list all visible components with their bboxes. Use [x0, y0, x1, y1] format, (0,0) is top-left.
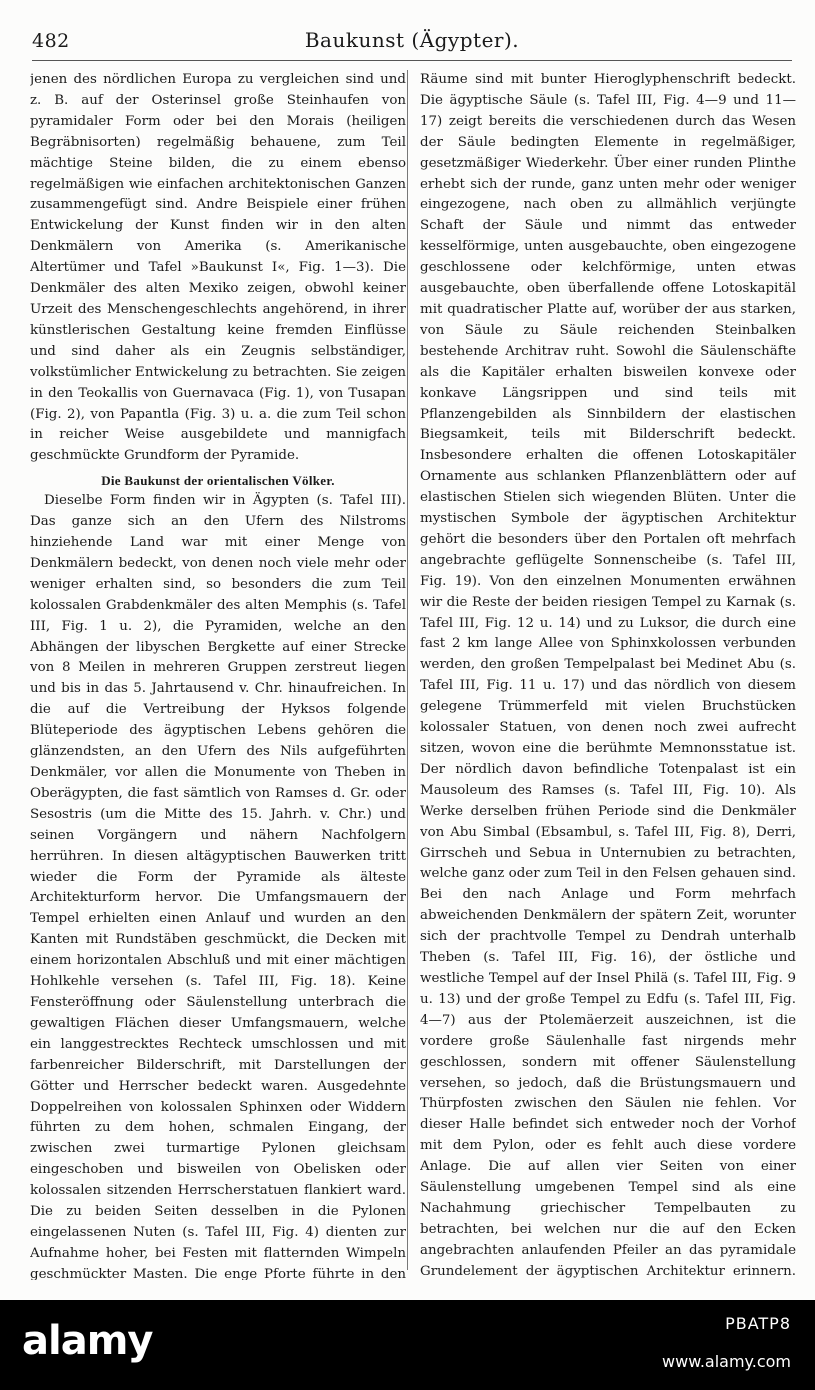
watermark-url: www.alamy.com [662, 1352, 791, 1371]
column-divider [407, 70, 408, 1270]
image-id: PBATP8 [725, 1314, 791, 1333]
right-paragraph-1: Räume sind mit bunter Hieroglyphenschrift bedeckt. Die ägyptische Säule (s. Tafel III, Fig. 4—9 und 11—17) zeigt bereits die verschiedenen durch das Wesen der Säule bedingten Elemente in regelmäßiger, gesetzmäßiger Wiederkehr. Über einer runden Plinthe erhebt sich der runde, ganz unten mehr oder weniger eingezogene, nach oben zu allmählich verjüngte Schaft der Säule und nimmt das entweder kesselförmige, unten ausgebauchte, oben eingezogene geschlossene oder kelchförmige, unten etwas ausgebauchte, oben überfallende offene Lotoskapitäl mit quadratischer Platte auf, worüber der aus starken, von Säule zu Säule reichenden Steinbalken bestehende Architrav ruht. Sowohl die Säulenschäfte als die Kapitäler erhalten bisweilen konvexe oder konkave Längsrippen und sind teils mit Pflanzengebilden als Sinnbildern der elastischen Biegsamkeit, teils mit Bilderschrift bedeckt. Insbesondere erhalten die offenen Lotoskapitäler Ornamente aus schlanken Pflanzenblättern oder auf elastischen Stielen sich wiegenden Blüten. Unter die mystischen Symbole der ägyptischen Architektur gehört die besonders über den Portalen oft mehrfach angebrachte geflügelte Sonnenscheibe (s. Tafel III, Fig. 19). Von den einzelnen Monumenten erwähnen wir die Reste der beiden riesigen Tempel zu Karnak (s. Tafel III, Fig. 12 u. 14) und zu Luksor, die durch eine fast 2 km lange Allee von Sphinxkolossen verbunden werden, den großen Tempelpalast bei Medinet Abu (s. Tafel III, Fig. 11 u. 17) und das nördlich von diesem gelegene Trümmerfeld mit vielen Bruchstücken kolossaler Statuen, von denen noch zwei aufrecht sitzen, wovon eine die berühmte Memnonsstatue ist. Der nördlich davon befindliche Totenpalast ist ein Mausoleum des Ramses (s. Tafel III, Fig. 10). Als Werke derselben frühen Periode sind die Denkmäler von Abu Simbal (Ebsambul, s. Tafel III, Fig. 8), Derri, Girrscheh und Sebua in Unternubien zu betrachten, welche ganz oder zum Teil in den Felsen gehauen sind. Bei den nach Anlage und Form mehrfach abweichenden Denkmälern der spätern Zeit, worunter sich der prachtvolle Tempel zu Dendrah unterhalb Theben (s. Tafel III, Fig. 16), der östliche und westliche Tempel auf der Insel Philä (s. Tafel III, Fig. 9 u. 13) und der große Tempel zu Edfu (s. Tafel III, Fig. 4—7) aus der Ptolemäerzeit auszeichnen, ist die vordere große Säulenhalle fast nirgends mehr geschlossen, sondern mit offener Säulenstellung versehen, so jedoch, daß die Brüstungsmauern und Thürpfosten zwischen den Säulen nie fehlen. Vor dieser Halle befindet sich entweder noch der Vorhof mit dem Pylon, oder es fehlt auch diese vordere Anlage. Die auf allen vier Seiten von einer Säulenstellung umgebenen Tempel sind als eine Nachahmung griechischer Tempelbauten zu betrachten, bei welchen nur die auf den Ecken angebrachten anlaufenden Pfeiler an das pyramidale Grundelement der ägyptischen Architektur erinnern. [420, 72, 796, 1279]
left-paragraph-2: Dieselbe Form finden wir in Ägypten (s. Tafel III). Das ganze sich an den Ufern des Nilstroms hinziehende Land war mit einer Menge von Denkmälern bedeckt, von denen noch viele mehr oder weniger erhalten sind, so besonders die zum Teil kolossalen Grabdenkmäler des alten Memphis (s. Tafel III, Fig. 1 u. 2), die Pyramiden, welche an den Abhängen der libyschen Bergkette auf einer Strecke von 8 Meilen in mehreren Gruppen zerstreut liegen und bis in das 5. Jahrtausend v. Chr. hinaufreichen. In die auf die Vertreibung der Hyksos folgende Blüteperiode des ägyptischen Lebens gehören die glänzendsten, an den Ufern des Nils aufgeführten Denkmäler, vor allen die Monumente von Theben in Oberägypten, die fast sämtlich von Ramses d. Gr. oder Sesostris (um die Mitte des 15. Jahrh. v. Chr.) und seinen Vorgängern und nähern Nachfolgern herrühren. In diesen altägyptischen Bauwerken tritt wieder die Form der Pyramide als älteste Architekturform hervor. Die Umfangsmauern der Tempel erhielten einen Anlauf und wurden an den Kanten mit Rundstäben geschmückt, die Decken mit einem horizontalen Abschluß und mit einer mächtigen Hohlkehle versehen (s. Tafel III, Fig. 18). Keine Fensteröffnung oder Säulenstellung unterbrach die gewaltigen Flächen dieser Umfangsmauern, welche ein langgestrecktes Rechteck umschlossen und mit farbenreicher Bilderschrift, mit Darstellungen der Götter und Herrscher bedeckt waren. Ausgedehnte Doppelreihen von kolossalen Sphinxen oder Widdern führten zu dem hohen, schmalen Eingang, der zwischen zwei turmartige Pylonen gleichsam eingeschoben und bisweilen von Obelisken oder kolossalen sitzenden Herrscherstatuen flankiert ward. Die zu beiden Seiten desselben in die Pylonen eingelassenen Nuten (s. Tafel III, Fig. 4) dienten zur Aufnahme hoher, bei Festen mit flatternden Wimpeln geschmückter Masten. Die enge Pforte führte in den [30, 493, 406, 1280]
page-header [32, 22, 792, 56]
page-number: 482 [32, 30, 70, 52]
section-heading: Die Baukunst der orientalischen Völker. [101, 473, 335, 489]
watermark-bar [0, 1300, 815, 1390]
left-column [30, 70, 406, 1280]
right-column [420, 70, 796, 1280]
alamy-logo [22, 1318, 152, 1364]
left-paragraph-1: jenen des nördlichen Europa zu vergleichen sind und z. B. auf der Osterinsel große Steinhaufen von pyramidaler Form oder bei den Morais (heiligen Begräbnisorten) regelmäßig behauene, zum Teil mächtige Steine bilden, die zu einem ebenso regelmäßigen wie einfachen architektonischen Ganzen zusammengefügt sind. Andre Beispiele einer frühen Entwickelung der Kunst finden wir in den alten Denkmälern von Amerika (s. Amerikanische Altertümer und Tafel »Baukunst I«, Fig. 1—3). Die Denkmäler des alten Mexiko zeigen, obwohl keiner Urzeit des Menschengeschlechts angehörend, in ihrer künstlerischen Gestaltung keine fremden Einflüsse und sind daher als ein Zeugnis selbständiger, volkstümlicher Entwickelung zu betrachten. Sie zeigen in den Teokallis von Guernavaca (Fig. 1), von Tusapan (Fig. 2), von Papantla (Fig. 3) u. a. die zum Teil schon in reicher Weise ausgebildete und mannigfach geschmückte Grundform der Pyramide. [30, 72, 406, 464]
alamy-logo-text: alamy [22, 1318, 153, 1364]
running-title: Baukunst (Ägypter). [304, 28, 520, 52]
header-rule [32, 60, 792, 61]
